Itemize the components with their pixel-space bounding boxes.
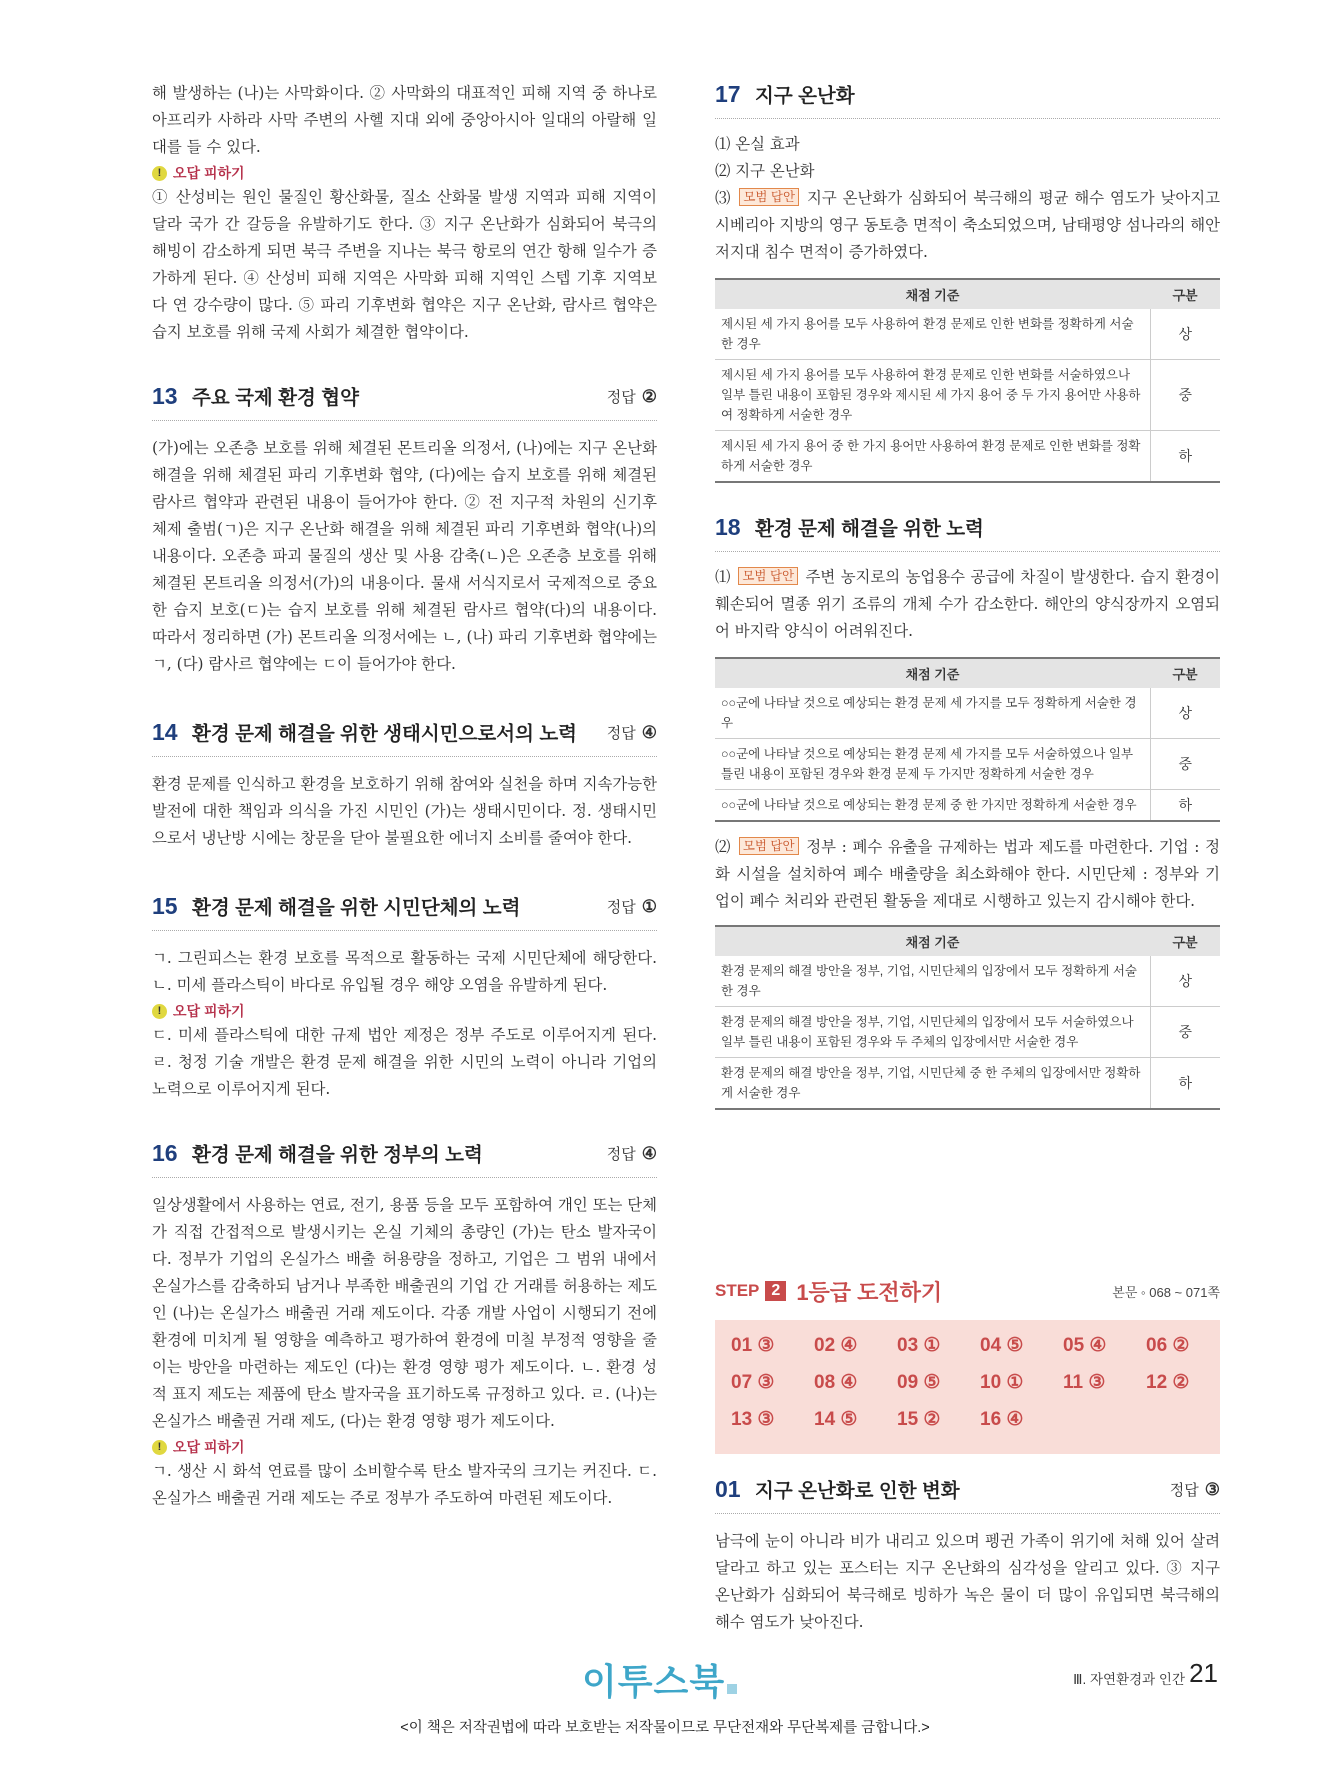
section-15-header [152,892,657,931]
answer-item: 05 ④ [1063,1335,1107,1356]
answer-label: 정답 ① [606,896,657,916]
warning-heading [152,1437,657,1457]
section-number: 18 [715,513,741,540]
publisher-logo: 이투스북 [582,1654,737,1705]
exclamation-icon: ! [152,166,167,181]
exclamation-icon: ! [152,1004,167,1019]
table-row: ○○군에 나타날 것으로 예상되는 환경 문제 세 가지를 모두 서술하였으나 일부 틀린 내용이 포함된 경우와 환경 문제 두 가지만 정확하게 서술한 경우 중 [715,739,1220,790]
page-number: 21 [1189,1658,1218,1688]
warning-paragraph: ㄱ. 생산 시 화석 연료를 많이 소비할수록 탄소 발자국의 크기는 커진다. ㄷ. 온실가스 배출권 거래 제도는 주로 정부가 주도하여 마련된 제도이다. [152,1462,657,1507]
answer-value: ④ [641,722,657,742]
answer-label: 정답 ③ [1169,1479,1220,1499]
answer-item: 02 ④ [814,1335,858,1356]
warning-label: 오답 피하기 [173,1439,245,1455]
model-answer-badge: 모범 답안 [739,188,799,206]
page-reference: 본문 ◦ 068 ~ 071쪽 [1112,1284,1220,1300]
answer-item: 16 ④ [980,1409,1024,1430]
table-row: ○○군에 나타날 것으로 예상되는 환경 문제 세 가지를 모두 정확하게 서술한 경우 상 [715,688,1220,739]
section-number: 15 [152,892,178,919]
answer-grid [715,1320,1220,1454]
section-13-header [152,382,657,421]
item-3: ⑶ 모범 답안 지구 온난화가 심화되어 북극해의 평균 해수 염도가 낮아지고 시베리아 지방의 영구 동토층 면적이 축소되었으며, 남태평양 섬나라의 해안 저지대 침수 면적이 증가하였다. [715,189,1220,261]
section-13-paragraph: (가)에는 오존층 보호를 위해 체결된 몬트리올 의정서, (나)에는 지구 온난화 해결을 위해 체결된 파리 기후변화 협약, (다)에는 습지 보호를 위해 체결된 람사르 협약과 관련된 내용이 들어가야 한다. ② 전 지구적 차원의 신기후 체제 출범(ㄱ)은 지구 온난화 해결을 위해 체결된 파리 기후변화 협약(나)의 내용이다. 오존층 파괴 물질의 생산 및 사용 감축(ㄴ)은 오존층 보호를 위해 체결된 몬트리올 의정서(가)의 내용이다. 물새 서식지로서 국제적으로 중요한 습지 보호(ㄷ)는 습지 보호를 위해 체결된 람사르 협약(다)의 내용이다. 따라서 정리하면 (가) 몬트리올 의정서에는 ㄴ, (나) 파리 기후변화 협약에는 ㄱ, (다) 람사르 협약에는 ㄷ이 들어가야 한다. [152,439,657,673]
section-18-header [715,513,1220,552]
answer-value: ② [641,386,657,406]
answer-item: 04 ⑤ [980,1335,1024,1356]
answer-label: 정답 ② [606,386,657,406]
section-title: 환경 문제 해결을 위한 노력 [755,518,984,540]
rubric-table-17: 채점 기준 구분 제시된 세 가지 용어를 모두 사용하여 환경 문제로 인한 변화를 정확하게 서술한 경우 상 제시된 세 가지 용어를 모두 사용하여 환경 문제로 인한 변화를 서술하였으나 일부 틀린 내용이 포함된 경우와 제시된 세 가지 용어 중 두 가지 용어만 사용하여 정확하게 서술한 경우 중 제시된 세 가지 용어 중 한 가지 용어만 사용하여 환경 문제로 인한 변화를 정확하게 서술한 경우 하 [715,278,1220,483]
warning-heading [152,1001,657,1021]
table-row: 제시된 세 가지 용어를 모두 사용하여 환경 문제로 인한 변화를 정확하게 서술한 경우 상 [715,309,1220,360]
section-title: 주요 국제 환경 협약 [192,387,359,409]
section-01-header [715,1475,1220,1514]
answer-value: ① [641,896,657,916]
section-number: 16 [152,1139,178,1166]
step-title: 1등급 도전하기 [796,1279,943,1305]
section-01-paragraph: 남극에 눈이 아니라 비가 내리고 있으며 펭귄 가족이 위기에 처해 있어 살려 달라고 하고 있는 포스터는 지구 온난화의 심각성을 알리고 있다. ③ 지구 온난화가 심화되어 북극해로 빙하가 녹은 물이 더 많이 유입되면 북극해의 해수 염도가 낮아진다. [715,1532,1220,1631]
answer-item: 11 ③ [1063,1372,1106,1393]
section-number: 01 [715,1475,741,1502]
section-16-paragraph: 일상생활에서 사용하는 연료, 전기, 용품 등을 모두 포함하여 개인 또는 단체가 직접 간접적으로 발생시키는 온실 기체의 총량인 (가)는 탄소 발자국이다. 정부가 기업의 온실가스 배출 허용량을 정하고, 기업은 그 범위 내에서 온실가스를 감축하되 남거나 부족한 배출권의 기업 간 거래를 허용하는 제도인 (나)는 온실가스 배출권 거래 제도이다. 각종 개발 사업이 시행되기 전에 환경에 미치게 될 영향을 예측하고 평가하여 환경에 미칠 부정적 영향을 줄이는 방안을 마련하는 제도인 (다)는 환경 영향 평가 제도이다. ㄴ. 환경 성적 표지 제도는 제품에 탄소 발자국을 표기하도록 규정하고 있다. ㄹ. (나)는 온실가스 배출권 거래 제도, (다)는 환경 영향 평가 제도이다. [152,1196,657,1430]
answer-item: 15 ② [897,1409,941,1430]
item-1: ⑴ 모범 답안 주변 농지로의 농업용수 공급에 차질이 발생한다. 습지 환경이 훼손되어 멸종 위기 조류의 개체 수가 감소한다. 해안의 양식장까지 오염되어 바지락 양식이 어려워진다. [715,568,1220,640]
answer-item: 08 ④ [814,1372,858,1393]
answer-item: 10 ① [980,1372,1024,1393]
answer-item: 13 ③ [731,1409,775,1430]
section-title: 환경 문제 해결을 위한 생태시민으로서의 노력 [192,723,577,745]
table-row: 환경 문제의 해결 방안을 정부, 기업, 시민단체의 입장에서 모두 서술하였으나 일부 틀린 내용이 포함된 경우와 두 주체의 입장에서만 서술한 경우 중 [715,1007,1220,1058]
rubric-table-18-1: 채점 기준 구분 ○○군에 나타날 것으로 예상되는 환경 문제 세 가지를 모두 정확하게 서술한 경우 상 ○○군에 나타날 것으로 예상되는 환경 문제 세 가지를 모두 서술하였으나 일부 틀린 내용이 포함된 경우와 환경 문제 두 가지만 정확하게 서술한 경우 중 ○○군에 나타날 것으로 예상되는 환경 문제 중 한 가지만 정확하게 서술한 경우 하 [715,657,1220,822]
section-title: 환경 문제 해결을 위한 정부의 노력 [192,1144,483,1166]
item-2: ⑵ 지구 온난화 [715,162,815,180]
warning-heading [152,163,657,183]
section-16-header [152,1139,657,1178]
table-row: 환경 문제의 해결 방안을 정부, 기업, 시민단체 중 한 주체의 입장에서만 정확하게 서술한 경우 하 [715,1058,1220,1110]
answer-item: 14 ⑤ [814,1409,858,1430]
table-row: 제시된 세 가지 용어를 모두 사용하여 환경 문제로 인한 변화를 서술하였으나 일부 틀린 내용이 포함된 경우와 제시된 세 가지 용어 중 두 가지 용어만 사용하여 정확하게 서술한 경우 중 [715,360,1220,431]
exclamation-icon: ! [152,1440,167,1455]
warning-paragraph: ① 산성비는 원인 물질인 황산화물, 질소 산화물 발생 지역과 피해 지역이 달라 국가 간 갈등을 유발하기도 한다. ③ 지구 온난화가 심화되어 북극의 해빙이 감소하게 되면 북극 주변을 지나는 북극 항로의 연간 항해 일수가 증가하게 된다. ④ 산성비 피해 지역은 사막화 피해 지역인 스텝 기후 지역보다 연 강수량이 많다. ⑤ 파리 기후변화 협약은 지구 온난화, 람사르 협약은 습지 보호를 위해 국제 사회가 체결한 협약이다. [152,188,657,341]
step-header [715,1276,1220,1306]
model-answer-badge: 모범 답안 [739,837,799,855]
answer-item: 01 ③ [731,1335,775,1356]
copyright-notice: <이 책은 저작권법에 따라 보호받는 저작물이므로 무단전재와 무단복제를 금합니다.> [400,1720,930,1736]
answer-item: 06 ② [1146,1335,1190,1356]
answer-item: 07 ③ [731,1372,775,1393]
section-01 [715,1475,1220,1636]
table-row: 제시된 세 가지 용어 중 한 가지 용어만 사용하여 환경 문제로 인한 변화를 정확하게 서술한 경우 하 [715,431,1220,483]
model-answer-badge: 모범 답안 [738,567,798,585]
left-column [152,80,657,1512]
rubric-table-18-2: 채점 기준 구분 환경 문제의 해결 방안을 정부, 기업, 시민단체의 입장에서 모두 정확하게 서술한 경우 상 환경 문제의 해결 방안을 정부, 기업, 시민단체의 입장에서 모두 서술하였으나 일부 틀린 내용이 포함된 경우와 두 주체의 입장에서만 서술한 경우 중 환경 문제의 해결 방안을 정부, 기업, 시민단체 중 한 주체의 입장에서만 정확하게 서술한 경우 하 [715,925,1220,1110]
section-title: 환경 문제 해결을 위한 시민단체의 노력 [192,897,521,919]
section-title: 지구 온난화 [755,85,855,107]
step-number: 2 [765,1281,786,1301]
step-label: STEP [715,1281,760,1300]
warning-label: 오답 피하기 [173,165,245,181]
item-1: ⑴ 온실 효과 [715,135,800,153]
section-14-paragraph: 환경 문제를 인식하고 환경을 보호하기 위해 참여와 실천을 하며 지속가능한 발전에 대한 책임과 의식을 가진 시민인 (가)는 생태시민이다. 정. 생태시민으로서 냉난방 시에는 창문을 닫아 불필요한 에너지 소비를 줄여야 한다. [152,775,657,847]
item-2: ⑵ 모범 답안 정부 : 폐수 유출을 규제하는 법과 제도를 마련한다. 기업 : 정화 시설을 설치하여 폐수 배출량을 최소화해야 한다. 시민단체 : 정부와 기업이 폐수 처리와 관련된 활동을 제대로 시행하고 있는지 감시해야 한다. [715,838,1220,910]
section-15-paragraph: ㄱ. 그린피스는 환경 보호를 목적으로 활동하는 국제 시민단체에 해당한다. ㄴ. 미세 플라스틱이 바다로 유입될 경우 해양 오염을 유발하게 된다. [152,949,657,994]
section-number: 13 [152,382,178,409]
section-17-header [715,80,1220,119]
warning-label: 오답 피하기 [173,1003,245,1019]
answer-label: 정답 ④ [606,1143,657,1163]
answer-value: ③ [1204,1479,1220,1499]
section-number: 14 [152,718,178,745]
table-row: 환경 문제의 해결 방안을 정부, 기업, 시민단체의 입장에서 모두 정확하게 서술한 경우 상 [715,956,1220,1007]
logo-square-icon [727,1684,737,1694]
section-number: 17 [715,80,741,107]
table-row: ○○군에 나타날 것으로 예상되는 환경 문제 중 한 가지만 정확하게 서술한 경우 하 [715,790,1220,822]
answer-item: 03 ① [897,1335,941,1356]
section-title: 지구 온난화로 인한 변화 [755,1480,960,1502]
chapter-label: Ⅲ. 자연환경과 인간 [1073,1672,1185,1687]
warning-paragraph: ㄷ. 미세 플라스틱에 대한 규제 법안 제정은 정부 주도로 이루어지게 된다. ㄹ. 청정 기술 개발은 환경 문제 해결을 위한 시민의 노력이 아니라 기업의 노력으로 이루어지게 된다. [152,1026,657,1098]
answer-label: 정답 ④ [606,722,657,742]
answer-item: 12 ② [1146,1372,1190,1393]
section-14-header [152,718,657,757]
intro-paragraph: 해 발생하는 (나)는 사막화이다. ② 사막화의 대표적인 피해 지역 중 하나로 아프리카 사하라 사막 주변의 사헬 지대 외에 중앙아시아 일대의 아랄해 일대를 들 수 있다. [152,84,657,156]
answer-item: 09 ⑤ [897,1372,941,1393]
right-column [715,80,1220,1110]
answer-value: ④ [641,1143,657,1163]
